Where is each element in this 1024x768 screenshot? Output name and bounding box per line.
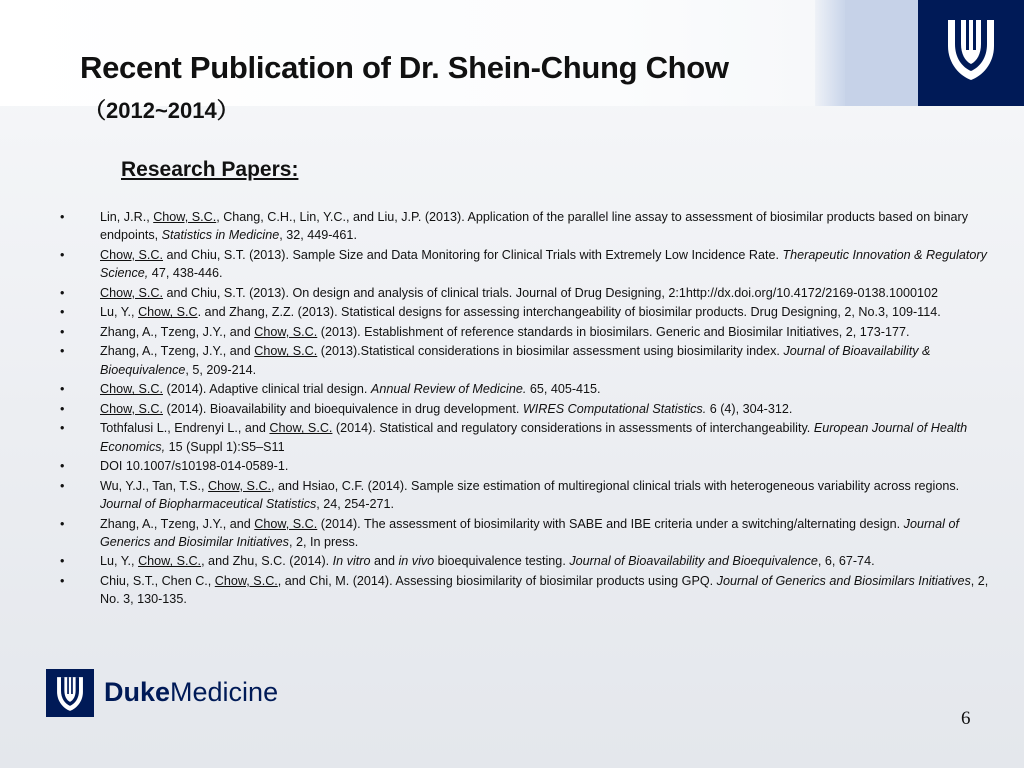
citation-text: (2014). Statistical and regulatory considerations in assessments of interchangeability. [332,421,814,436]
citation-text: , 2, In press. [288,534,359,549]
publication-item [60,246,995,283]
citation-text: Lin, J.R., [100,210,154,224]
author-highlight: Chow, S.C. [254,344,318,359]
citation-text: Wu, Y.J., Tan, T.S., [100,478,209,493]
citation-text: 15 (Suppl 1):S5–S11 [165,439,285,454]
author-highlight: Chow, S.C. [254,324,318,339]
author-highlight: Chow, S.C. [100,401,163,416]
journal-name: Journal of Generics and Biosimilars Initiatives [716,573,971,588]
publication-item [60,323,995,341]
journal-name: European Journal of Health Economics, [100,421,968,454]
journal-name: Therapeutic Innovation & Regulatory Science, [100,247,987,281]
citation-text: , Chang, C.H., Lin, Y.C., and Liu, J.P. (2013). Application of the parallel line assay to assessment of biosimilar products based on binary endpoints, [100,210,969,243]
citation-text: , 24, 254-271. [316,497,395,512]
bullet-marker: • [60,573,65,588]
publication-item [60,303,995,321]
bullet-marker: • [60,421,65,436]
citation-text: , 5, 209-214. [185,362,257,377]
journal-name: Journal of Bioavailability & Bioequivalence [100,344,931,377]
citation-text: Tothfalusi L., Endrenyi L., and [100,421,270,436]
publication-item [60,552,995,570]
citation-text: 65, 405-415. [526,382,601,397]
author-highlight: Chow, S.C. [138,554,202,569]
duke-shield-icon [55,676,85,712]
citation-text: and Chiu, S.T. (2013). On design and analysis of clinical trials. Journal of Drug Designing, 2:1http://dx.doi.org/10.4172/2169-0138.1000102 [163,285,939,300]
bullet-marker: • [60,478,65,493]
bullet-marker: • [60,247,65,262]
citation-text: and [370,554,399,569]
citation-text: Zhang, A., Tzeng, J.Y., and [100,516,255,531]
citation-text: bioequivalence testing. [434,554,570,569]
citation-text: , 32, 449-461. [279,228,357,243]
bullet-marker: • [60,305,65,320]
publication-item [60,515,995,552]
citation-text: (2014). Bioavailability and bioequivalence in drug development. [163,401,523,416]
citation-text: Zhang, A., Tzeng, J.Y., and [100,324,255,339]
bullet-marker: • [60,324,65,339]
citation-text: , 6, 67-74. [817,554,875,569]
bullet-marker: • [60,344,65,359]
citation-text: (2013). Establishment of reference standards in biosimilars. Generic and Biosimilar Initiatives, 2, 173-177. [317,324,910,339]
publication-item [60,572,995,609]
bullet-marker: • [60,285,65,300]
publication-item [60,400,995,418]
citation-text: Lu, Y., [100,305,139,320]
duke-logo-corner [918,0,1024,106]
citation-text: , and Zhu, S.C. (2014). [201,554,333,569]
citation-text: (2014). Adaptive clinical trial design. [163,382,371,397]
journal-name: Journal of Biopharmaceutical Statistics [100,497,317,512]
publication-item [60,342,995,379]
citation-text: (2014). The assessment of biosimilarity with SABE and IBE criteria under a switching/alternating design. [317,516,904,531]
bullet-marker: • [60,210,65,224]
page-number: 6 [961,708,971,729]
slide-subtitle: （2012~2014） [84,98,239,123]
brand-name-regular: Medicine [170,677,279,707]
author-highlight: Chow, S.C. [254,516,318,531]
bullet-marker: • [60,516,65,531]
citation-text: , 2, No. 3, 130-135. [100,573,989,607]
publication-item [60,477,995,514]
citation-text: DOI 10.1007/s10198-014-0589-1. [100,459,289,474]
header-corner-gradient [815,0,845,106]
citation-text: Zhang, A., Tzeng, J.Y., and [100,344,255,359]
journal-name: Journal of Generics and Biosimilar Initiatives [100,516,959,549]
section-heading: Research Papers: [121,158,299,181]
citation-text: (2013).Statistical considerations in biosimilar assessment using biosimilarity index. [317,344,784,359]
journal-name: In vitro [332,554,371,569]
publication-list [60,208,995,610]
author-highlight: Chow, S.C. [100,247,163,262]
citation-text: and Chiu, S.T. (2013). Sample Size and Data Monitoring for Clinical Trials with Extremely Low Incidence Rate. [163,247,783,262]
journal-name: Journal of Bioavailability and Bioequivalence [569,554,818,569]
bullet-marker: • [60,382,65,397]
publication-item [60,419,995,456]
journal-name: Statistics in Medicine [161,228,280,243]
citation-text: . and Zhang, Z.Z. (2013). Statistical designs for assessing interchangeability of biosimilar products. Drug Designing, 2, No.3, 109-114. [197,305,941,320]
author-highlight: Chow, S.C [138,305,198,320]
author-highlight: Chow, S.C. [214,573,278,588]
brand-name-bold: Duke [104,677,171,707]
publication-item [60,380,995,398]
citation-text: , and Hsiao, C.F. (2014). Sample size estimation of multiregional clinical trials with heterogeneous variability across regions. [271,478,960,493]
citation-text: Chiu, S.T., Chen C., [100,573,215,588]
bullet-marker: • [60,459,65,474]
duke-medicine-wordmark [104,677,278,708]
author-highlight: Chow, S.C. [100,382,163,397]
publication-item [60,284,995,302]
author-highlight: Chow, S.C. [269,421,333,436]
author-highlight: Chow, S.C. [208,478,272,493]
author-highlight: Chow, S.C. [153,210,217,224]
publication-item [60,457,995,475]
journal-name: Annual Review of Medicine. [370,382,527,397]
author-highlight: Chow, S.C. [100,285,163,300]
journal-name: in vivo [398,554,435,569]
duke-logo-mark [46,669,94,717]
citation-text: Lu, Y., [100,554,139,569]
slide-title: Recent Publication of Dr. Shein-Chung Chow [80,50,729,85]
duke-shield-icon [946,18,996,82]
publication-item [60,208,995,245]
bullet-marker: • [60,401,65,416]
duke-medicine-logo [46,669,286,717]
citation-text: 6 (4), 304-312. [706,401,793,416]
citation-text: , and Chi, M. (2014). Assessing biosimilarity of biosimilar products using GPQ. [277,573,717,588]
journal-name: WIRES Computational Statistics. [522,401,707,416]
citation-text: 47, 438-446. [148,266,223,281]
bullet-marker: • [60,554,65,569]
